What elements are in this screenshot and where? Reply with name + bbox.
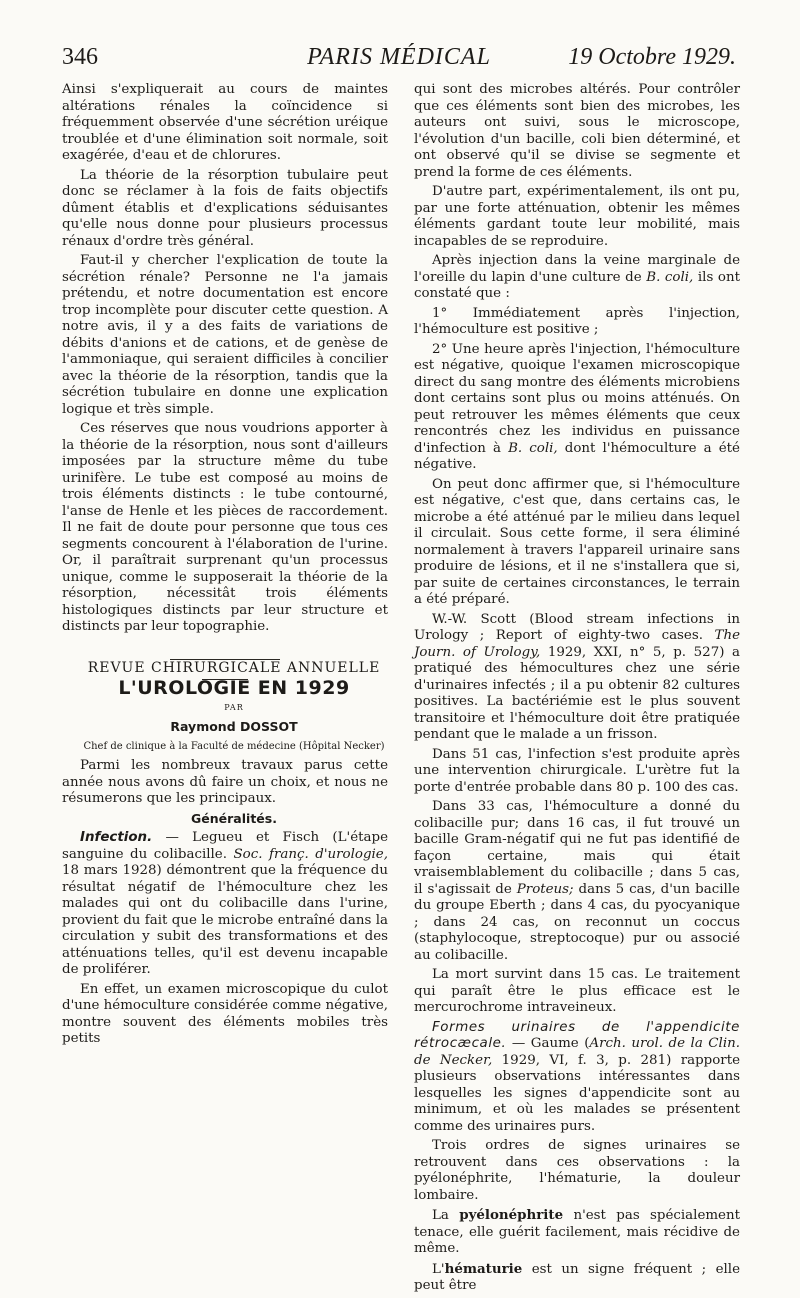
list-item: [414, 342, 740, 474]
byline-par: PAR: [224, 702, 244, 712]
run-in-heading: Infection.: [80, 830, 153, 845]
paragraph: Dans 51 cas, l'infection s'est produite après une intervention chirurgicale. L'urètre fut la porte d'entrée probable dans 80 p. 100 des cas.: [414, 746, 740, 795]
paragraph: qui sont des microbes altérés. Pour contrôler que ces éléments sont bien des microbes, les auteurs ont suivi, sous le microscope, l'évolution d'un bacille, coli bien déterminé, et ont observé qu'il se divise se segmente et prend la forme de ces éléments.: [414, 82, 740, 180]
text-run: est un signe fréquent ; elle peut être: [414, 1261, 740, 1293]
paragraph: [414, 1207, 740, 1258]
paragraph: On peut donc affirmer que, si l'hémoculture est négative, c'est que, dans certains cas, le microbe a été atténué par le milieu dans lequel il circulait. Sous cette forme, il sera éliminé normalement à travers l'appareil urinaire sans produire de lésions, et il ne s'installera que si, par suite de certaines circonstances, le terrain a été préparé.: [414, 476, 740, 607]
paragraph: Ces réserves que nous voudrions apporter à la théorie de la résorption, nous sont d'ailleurs imposées par la structure même du tube urinifère. Le tube est composé au moins de trois éléments distincts : le tube contourné, l'anse de Henle et les pièces de raccordement. Il ne fait de doute pour personne que tous ces segments concourent à l'élaboration de l'urine. Or, il paraîtrait surprenant qu'un processus unique, comme le supposerait la théorie de la résorption, nécessitât trois éléments histologiques distincts par leur structure et distincts par leur topographie.: [62, 421, 388, 634]
paragraph: [414, 1020, 740, 1136]
species-name: B. coli,: [646, 269, 694, 285]
text-run: 18 mars 1928) démontrent que la fréquence du résultat négatif de l'hémoculture chez les malades qui ont du colibacille dans l'urine, provient du fait que le microbe entraîné dans la circulation y subit des transformations et des atténuations telles, qu'il est devenu incapable de proliférer.: [62, 863, 388, 977]
species-name: Proteus;: [516, 881, 574, 897]
citation-source: Arch. urol. de la Clin. de Necker,: [414, 1036, 740, 1068]
paragraph: Faut-il y chercher l'explication de toute la sécrétion rénale? Personne ne l'a jamais prétendu, et notre documentation est encore trop incomplète pour discuter cette question. A notre avis, il y a des faits de variations de débits d'anions et de cations, et de genèse de l'ammoniaque, qui seraient difficiles à concilier avec la théorie de la résorption, tandis que la sécrétion tubulaire en donne une explication logique et très simple.: [62, 253, 388, 417]
left-column: [62, 82, 388, 1051]
text-run: Après injection dans la veine marginale de l'oreille du lapin d'une culture de: [414, 253, 740, 285]
article-title: L'UROLOGIE EN 1929: [118, 677, 350, 699]
subsection-heading: Généralités.: [191, 810, 277, 826]
paragraph: [414, 1261, 740, 1295]
text-run: — Legueu et Fisch (L'étape sanguine du colibacille.: [62, 830, 388, 862]
emphasis-term: hématurie: [444, 1260, 523, 1277]
paragraph: La théorie de la résorption tubulaire peut donc se réclamer à la fois de faits objectifs dûment établis et d'explications séduisantes qu'elle nous donne pour plusieurs processus rénaux d'ordre très général.: [62, 167, 388, 249]
species-name: B. coli,: [508, 440, 558, 456]
text-run: La: [432, 1208, 460, 1223]
journal-title: PARIS MÉDICAL: [307, 44, 491, 70]
text-run: L': [432, 1261, 445, 1277]
text-run: W.-W. Scott (Blood stream infections in Urology ; Report of eighty-two cases.: [414, 611, 740, 643]
page-number: 346: [62, 44, 98, 70]
text-run: 2° Une heure après l'injection, l'hémoculture est négative, quoique l'examen microscopique direct du sang montre des éléments microbiens dont certains sont plus ou moins atténués. On peut retrouver les mêmes éléments que ceux rencontrés chez les individus en puissance d'infection à: [414, 341, 740, 456]
paragraph: [414, 799, 740, 964]
emphasis-term: pyélonéphrite: [459, 1207, 564, 1223]
author-name: Raymond DOSSOT: [170, 719, 298, 734]
paragraph: [414, 253, 740, 303]
text-run: dont l'hémoculture a été négative.: [414, 440, 740, 472]
run-in-heading: Formes urinaires de l'appendicite rétrocæcale.: [414, 1019, 740, 1051]
text-run: 1929, VI, f. 3, p. 281) rapporte plusieurs observations intéressantes dans lesquelles les signes d'appendicite sont au minimum, et où les malades se présentent comme des urinaires purs.: [414, 1052, 741, 1134]
text-run: 1929, XXI, n° 5, p. 527) a pratiqué des hémocultures chez une série d'urinaires infectés ; il a pu obtenir 82 cultures positives. La bactériémie est le plus souvent transitoire et l'hémoculture doit être pratiquée pendant que le malade a un frisson.: [414, 644, 741, 742]
section-label: REVUE CHIRURGICALE ANNUELLE: [87, 659, 381, 676]
paragraph: La mort survint dans 15 cas. Le traitement qui paraît être le plus efficace est le mercurochrome intraveineux.: [414, 967, 740, 1015]
paragraph: D'autre part, expérimentalement, ils ont pu, par une forte atténuation, obtenir les mêmes éléments gardant toute leur mobilité, mais incapables de se reproduire.: [414, 184, 740, 249]
author-affiliation: Chef de clinique à la Faculté de médecine (Hôpital Necker): [83, 740, 385, 752]
paragraph: [62, 830, 388, 979]
text-run: Dans 33 cas, l'hémoculture a donné du colibacille pur; dans 16 cas, il fut trouvé un bacille Gram-négatif qui ne fut pas identifié de façon certaine, mais qui était vraisemblablement du colibacille ; dans 5 cas, il s'agissait de: [414, 799, 740, 897]
page-header: [62, 44, 736, 80]
paragraph: Parmi les nombreux travaux parus cette année nous avons dû faire un choix, et nous ne résumerons que les principaux.: [62, 758, 388, 806]
paragraph: En effet, un examen microscopique du culot d'une hémoculture considérée comme négative, montre souvent des éléments mobiles très petits: [62, 981, 388, 1046]
text-run: dans 5 cas, d'un bacille du groupe Eberth ; dans 4 cas, du pyocyanique ; dans 24 cas, on reconnut un coccus (staphylocoque, streptocoque) pur ou associé au colibacille.: [414, 881, 740, 963]
paragraph: Trois ordres de signes urinaires se retrouvent dans ces observations : la pyélonéphrite, l'hématurie, la douleur lombaire.: [414, 1138, 740, 1203]
text-run: ils ont constaté que :: [414, 269, 740, 301]
issue-date: 19 Octobre 1929.: [568, 44, 736, 70]
citation-source: Soc. franç. d'urologie,: [233, 846, 388, 862]
right-column: [414, 82, 740, 1298]
paragraph: Ainsi s'expliquerait au cours de maintes altérations rénales la coïncidence si fréquemment observée d'une sécrétion uréique troublée et d'une élimination soit normale, soit exagérée, d'eau et de chlorures.: [62, 82, 388, 163]
paragraph: [414, 612, 740, 744]
text-run: — Gaume (: [506, 1036, 590, 1051]
citation-source: The Journ. of Urology,: [414, 628, 740, 660]
text-run: n'est pas spécialement tenace, elle guérit facilement, mais récidive de même.: [414, 1208, 740, 1256]
list-item: 1° Immédiatement après l'injection, l'hémoculture est positive ;: [414, 305, 740, 337]
